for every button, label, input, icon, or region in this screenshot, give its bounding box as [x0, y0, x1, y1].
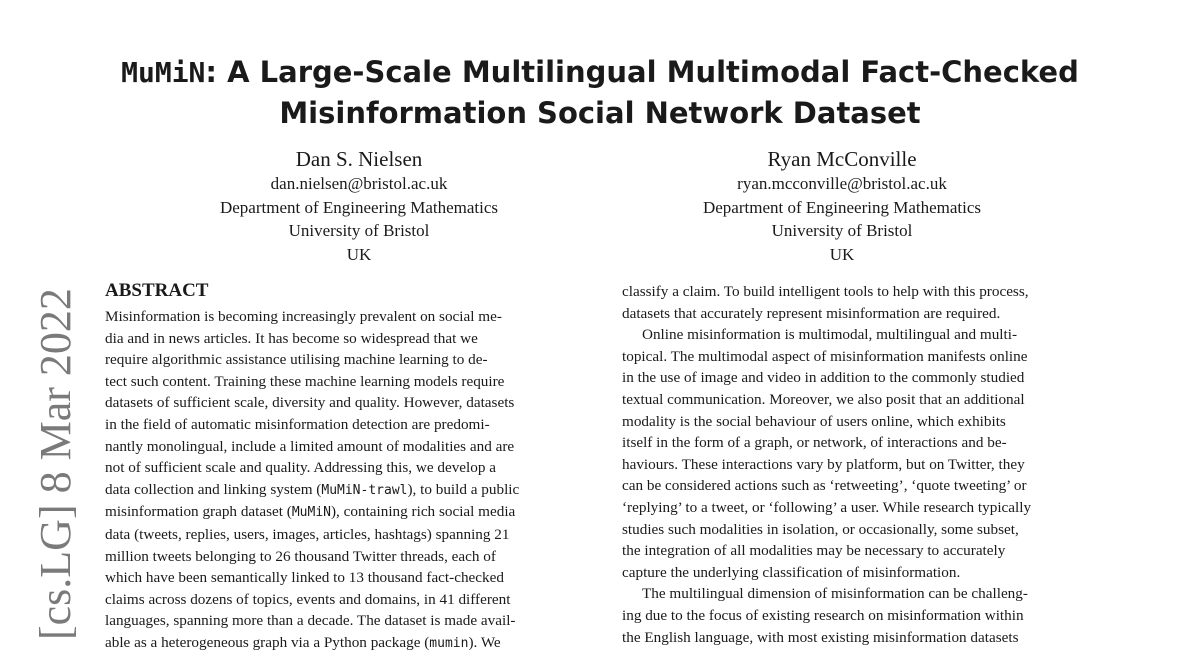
abstract-text: able as a heterogeneous graph via a Python package (: [105, 633, 430, 651]
title-dataset-name: MuMiN: [121, 56, 206, 89]
abstract-line: not of sufficient scale and quality. Addressing this, we develop a: [105, 459, 496, 477]
abstract-body: [105, 306, 577, 655]
body-line: ‘replying’ to a tweet, or ‘following’ a user. While research typically: [622, 498, 1032, 516]
author-block-2: [612, 146, 1072, 266]
abstract-code-trawl: MuMiN-trawl: [321, 482, 408, 498]
author-country: UK: [346, 244, 372, 264]
body-line: the English language, with most existing misinformation datasets: [622, 628, 1019, 646]
title-line-1-rest: : A Large-Scale Multilingual Multimodal Fact-Checked: [205, 55, 1079, 89]
author-email: dan.nielsen@bristol.ac.uk: [270, 174, 448, 193]
body-line: itself in the form of a graph, or network, of interactions and be-: [622, 434, 1007, 452]
author-block-1: [129, 146, 589, 266]
body-line: datasets that accurately represent misinformation are required.: [622, 304, 1001, 322]
body-line: capture the underlying classification of misinformation.: [622, 563, 961, 581]
author-university: University of Bristol: [288, 221, 430, 240]
intro-paragraph-1: [622, 281, 1096, 324]
abstract-heading: ABSTRACT: [105, 280, 209, 301]
abstract-line: nantly monolingual, include a limited amount of modalities and are: [105, 437, 515, 455]
paper-title: [0, 52, 1200, 133]
author-name: Dan S. Nielsen: [295, 147, 423, 171]
abstract-line: [105, 501, 577, 524]
abstract-line: dia and in news articles. It has become so widespread that we: [105, 329, 478, 347]
abstract-text: data collection and linking system (: [105, 480, 322, 498]
body-line: the integration of all modalities may be necessary to accurately: [622, 542, 1006, 560]
body-line: topical. The multimodal aspect of misinformation manifests online: [622, 347, 1028, 365]
intro-paragraph-2: [622, 324, 1096, 583]
body-line: Online misinformation is multimodal, multilingual and multi-: [642, 326, 1018, 344]
title-line-1: [0, 52, 1200, 93]
body-line: studies such modalities in isolation, or occasionally, some subset,: [622, 520, 1019, 538]
abstract-line: tect such content. Training these machine learning models require: [105, 372, 505, 390]
abstract-text: ), to build a public: [407, 480, 520, 498]
author-department: Department of Engineering Mathematics: [219, 197, 499, 217]
abstract-section: [105, 280, 577, 655]
abstract-line: require algorithmic assistance utilising machine learning to de-: [105, 351, 488, 369]
abstract-code-package: mumin: [429, 635, 469, 651]
abstract-code-mumin: MuMiN: [291, 505, 331, 521]
abstract-line: [105, 479, 577, 502]
body-line: modality is the social behaviour of users online, which exhibits: [622, 412, 1006, 430]
abstract-line: languages, spanning more than a decade. The dataset is made avail-: [105, 612, 516, 630]
abstract-line: Misinformation is becoming increasingly prevalent on social me-: [105, 308, 502, 325]
abstract-line: million tweets belonging to 26 thousand Twitter threads, each of: [105, 547, 496, 565]
abstract-line: claims across dozens of topics, events and domains, in 41 different: [105, 590, 511, 608]
title-line-2: Misinformation Social Network Dataset: [279, 96, 921, 130]
body-line: The multilingual dimension of misinformation can be challeng-: [642, 585, 1028, 603]
body-line: can be considered actions such as ‘retweeting’, ‘quote tweeting’ or: [622, 477, 1027, 495]
author-country: UK: [829, 244, 855, 264]
abstract-line: datasets of sufficient scale, diversity and quality. However, datasets: [105, 394, 515, 412]
body-line: textual communication. Moreover, we also posit that an additional: [622, 390, 1025, 408]
body-line: ing due to the focus of existing research on misinformation within: [622, 606, 1024, 624]
body-line: classify a claim. To build intelligent tools to help with this process,: [622, 283, 1029, 300]
author-name: Ryan McConville: [767, 147, 917, 171]
intro-paragraph-3: [622, 583, 1096, 648]
abstract-text: ). We: [468, 633, 501, 651]
abstract-text: misinformation graph dataset (: [105, 503, 292, 521]
author-university: University of Bristol: [771, 221, 913, 240]
abstract-line: data (tweets, replies, users, images, articles, hashtags) spanning 21: [105, 525, 510, 543]
introduction-column: [622, 281, 1096, 648]
arxiv-identifier-stamp: [cs.LG] 8 Mar 2022: [31, 288, 80, 640]
abstract-line: [105, 632, 577, 655]
body-line: haviours. These interactions vary by platform, but on Twitter, they: [622, 455, 1025, 473]
abstract-line: in the field of automatic misinformation detection are predomi-: [105, 415, 490, 433]
body-line: in the use of image and video in addition to the commonly studied: [622, 369, 1025, 387]
abstract-text: ), containing rich social media: [330, 503, 516, 521]
abstract-line: which have been semantically linked to 13 thousand fact-checked: [105, 569, 504, 587]
author-email: ryan.mcconville@bristol.ac.uk: [737, 174, 947, 193]
author-department: Department of Engineering Mathematics: [702, 197, 982, 217]
